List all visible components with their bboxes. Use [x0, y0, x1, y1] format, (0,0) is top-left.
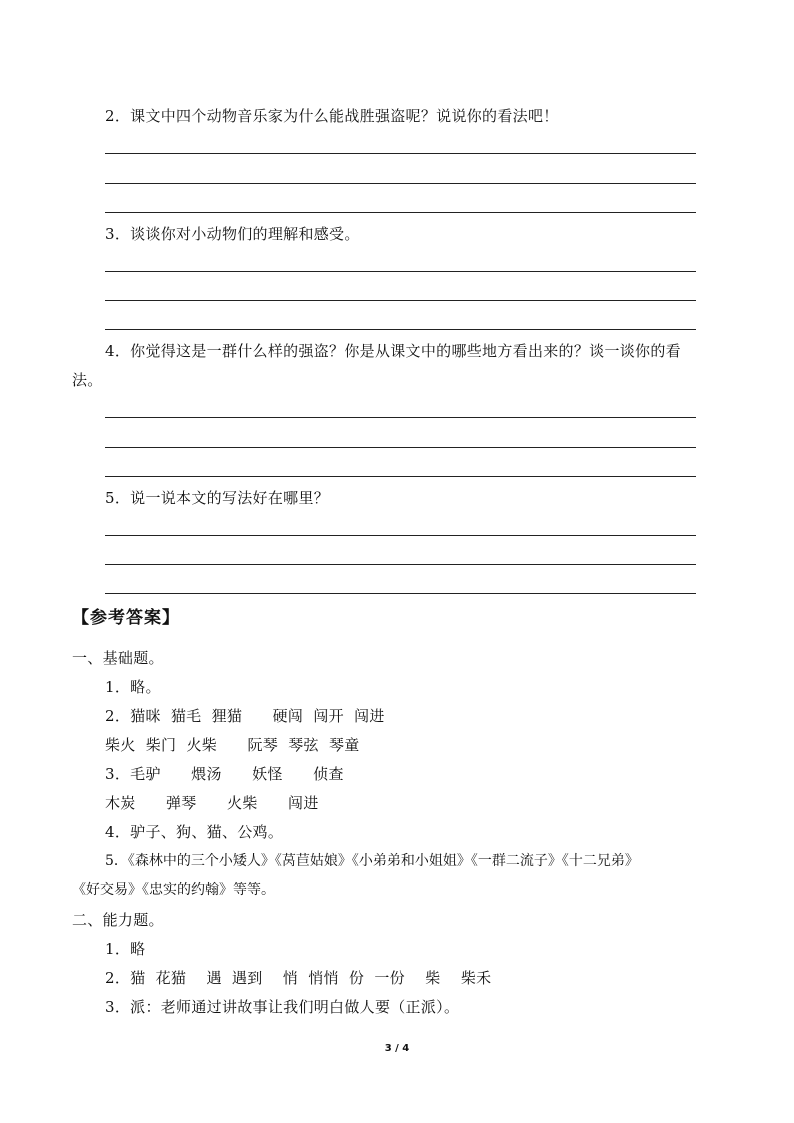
answer-line-text: 2．猫咪 猫毛 狸猫 硬闯 闯开 闯进 [105, 707, 385, 725]
answer-line [105, 183, 696, 184]
answer-line-text: 木炭 弹琴 火柴 闯进 [105, 794, 319, 812]
answer-line-text: 3．派：老师通过讲故事让我们明白做人要（正派）。 [105, 998, 460, 1016]
question-5: 5．说一说本文的写法好在哪里？ [105, 489, 330, 507]
answer-line [105, 329, 696, 330]
answer-line [105, 564, 696, 565]
answer-line [105, 593, 696, 594]
answer-line-text: 《好交易》《忠实的约翰》等等。 [72, 882, 275, 898]
answer-line-text: 1．略 [105, 940, 146, 958]
answer-line-text: 3．毛驴 煨汤 妖怪 侦查 [105, 765, 344, 783]
answer-line [105, 447, 696, 448]
section-1-title: 一、基础题。 [72, 649, 164, 667]
question-4-continuation: 法。 [72, 371, 103, 389]
answer-line-text: 5．《森林中的三个小矮人》《莴苣姑娘》《小弟弟和小姐姐》《一群二流子》《十二兄弟》 [105, 853, 639, 869]
answer-line [105, 153, 696, 154]
answer-line-text: 1．略。 [105, 678, 161, 696]
answers-heading: 【参考答案】 [72, 608, 180, 628]
answer-line [105, 417, 696, 418]
section-2-title: 二、能力题。 [72, 911, 164, 929]
page-number: 3 / 4 [384, 1043, 410, 1054]
answer-line-text: 2．猫 花猫 遇 遇到 悄 悄悄 份 一份 柴 柴禾 [105, 969, 492, 987]
question-4: 4．你觉得这是一群什么样的强盗？你是从课文中的哪些地方看出来的？谈一谈你的看 [105, 342, 681, 360]
question-2: 2．课文中四个动物音乐家为什么能战胜强盗呢？说说你的看法吧！ [105, 107, 559, 125]
answer-line [105, 271, 696, 272]
question-3: 3．谈谈你对小动物们的理解和感受。 [105, 225, 360, 243]
answer-line [105, 535, 696, 536]
answer-line [105, 476, 696, 477]
answer-line-text: 柴火 柴门 火柴 阮琴 琴弦 琴童 [105, 736, 360, 754]
answer-line-text: 4．驴子、狗、猫、公鸡。 [105, 823, 284, 841]
answer-line [105, 300, 696, 301]
answer-line [105, 212, 696, 213]
